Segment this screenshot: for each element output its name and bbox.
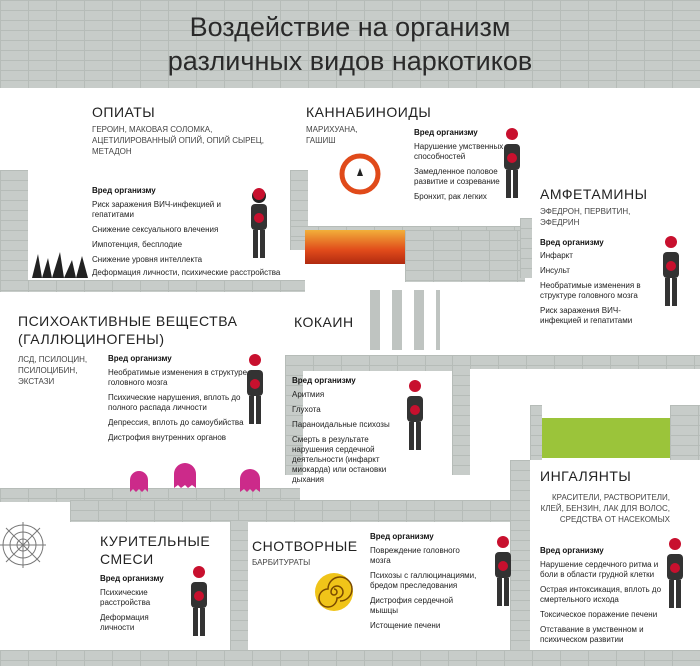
harm-item: Аритмия bbox=[292, 390, 325, 399]
spiderweb-icon bbox=[0, 522, 46, 568]
harm-item: Токсическое поражение печени bbox=[540, 610, 658, 619]
sleeping-subtitle: БАРБИТУРАТЫ bbox=[252, 558, 311, 567]
wall bbox=[70, 500, 530, 522]
wall bbox=[452, 355, 470, 475]
wall bbox=[530, 405, 542, 460]
person-icon bbox=[660, 538, 690, 610]
smoking-title-line-2: СМЕСИ bbox=[100, 551, 154, 567]
fire-ring-icon bbox=[336, 150, 384, 198]
cannabis-harms bbox=[414, 142, 504, 207]
smoking-title-line-1: КУРИТЕЛЬНЫЕ bbox=[100, 533, 211, 549]
harm-item: Истощение печени bbox=[370, 621, 441, 630]
wall bbox=[285, 355, 470, 371]
harm-item: Глухота bbox=[292, 405, 321, 414]
harm-item: Необратимые изменения в структуре головного мозга bbox=[540, 281, 641, 300]
person-icon bbox=[488, 536, 518, 608]
opiates-subtitle: ГЕРОИН, МАКОВАЯ СОЛОМКА, АЦЕТИЛИРОВАННЫЙ ОПИЙ, ОПИЙ СЫРЕЦ, МЕТАДОН bbox=[92, 125, 264, 156]
opiates-title: ОПИАТЫ bbox=[92, 104, 156, 120]
harm-item: Инфаркт bbox=[540, 251, 573, 260]
harm-item: Отставание в умственном и психическом развитии bbox=[540, 625, 644, 644]
wall bbox=[405, 230, 525, 282]
harm-item: Импотенция, бесплодие bbox=[92, 240, 183, 249]
hallucinogens-harm-heading: Вред организму bbox=[108, 354, 172, 363]
harm-item: Депрессия, вплоть до самоубийства bbox=[108, 418, 244, 427]
ghost-icon bbox=[238, 468, 262, 494]
wall bbox=[0, 650, 700, 666]
amphetamines-harm-heading: Вред организму bbox=[540, 238, 604, 247]
harm-item: Снижение уровня интеллекта bbox=[92, 255, 203, 264]
smoking-harms bbox=[100, 588, 180, 638]
opiates-harms bbox=[92, 200, 242, 270]
harm-item: Дистрофия сердечной мышцы bbox=[370, 596, 454, 615]
wall bbox=[0, 170, 28, 292]
harm-item: Деформация личности bbox=[100, 613, 149, 632]
harm-item: Повреждение головного мозга bbox=[370, 546, 460, 565]
title-line-1: Воздействие на организм bbox=[189, 12, 511, 42]
person-icon bbox=[497, 128, 527, 200]
harm-item: Риск заражения ВИЧ-инфекцией и гепатитами bbox=[92, 200, 221, 219]
harm-item: Риск заражения ВИЧ- инфекцией и гепатитами bbox=[540, 306, 633, 325]
cocaine-harms bbox=[292, 390, 402, 490]
cocaine-harm-heading: Вред организму bbox=[292, 376, 356, 385]
amphetamines-title: АМФЕТАМИНЫ bbox=[540, 186, 648, 202]
opiates-harm-heading: Вред организму bbox=[92, 186, 156, 195]
cannabis-harm-heading: Вред организму bbox=[414, 128, 478, 137]
amphetamines-harms bbox=[540, 251, 652, 331]
wall bbox=[0, 280, 305, 292]
hallucinogens-title-line-2: (ГАЛЛЮЦИНОГЕНЫ) bbox=[18, 331, 165, 347]
harm-item: Инсульт bbox=[540, 266, 570, 275]
acid-pool bbox=[540, 418, 670, 458]
sleeping-harms bbox=[370, 546, 482, 636]
harm-item: Нарушение сердечного ритма и боли в области грудной клетки bbox=[540, 560, 659, 579]
cocaine-title: КОКАИН bbox=[294, 314, 354, 330]
harm-item: Параноидальные психозы bbox=[292, 420, 390, 429]
amphetamines-subtitle: ЭФЕДРОН, ПЕРВИТИН, ЭФЕДРИН bbox=[540, 207, 631, 227]
inhalants-harm-heading: Вред организму bbox=[540, 546, 604, 555]
harm-item: Бронхит, рак легких bbox=[414, 192, 487, 201]
opiates-harm-last: Деформация личности, психические расстройства bbox=[92, 268, 281, 277]
spikes-icon bbox=[30, 250, 90, 278]
ghost-icon bbox=[128, 470, 150, 494]
smoking-harm-heading: Вред организму bbox=[100, 574, 164, 583]
person-icon bbox=[656, 236, 686, 308]
hallucinogens-harms bbox=[108, 368, 254, 448]
wall bbox=[520, 218, 532, 278]
person-icon bbox=[244, 188, 274, 260]
wall bbox=[230, 520, 248, 660]
hallucinogens-title bbox=[18, 312, 237, 348]
harm-item: Смерть в результате нарушения сердечной деятельности (инфаркт миокарда) или остановки дыхания bbox=[292, 435, 387, 484]
cannabis-subtitle: МАРИХУАНА, ГАШИШ bbox=[306, 125, 358, 145]
hypnotic-spiral-icon bbox=[314, 572, 354, 612]
harm-item: Необратимые изменения в структуре головного мозга bbox=[108, 368, 248, 387]
fire-pit bbox=[305, 230, 405, 264]
inhalants-harms bbox=[540, 560, 672, 650]
smoking-title bbox=[100, 532, 210, 568]
inhalants-subtitle: КРАСИТЕЛИ, РАСТВОРИТЕЛИ, КЛЕЙ, БЕНЗИН, ЛАК ДЛЯ ВОЛОС, СРЕДСТВА ОТ НАСЕКОМЫХ bbox=[540, 493, 670, 524]
harm-item: Психические нарушения, вплоть до полного распада личности bbox=[108, 393, 241, 412]
harm-item: Снижение сексуального влечения bbox=[92, 225, 219, 234]
harm-item: Дистрофия внутренних органов bbox=[108, 433, 227, 442]
title-line-2: различных видов наркотиков bbox=[167, 46, 533, 76]
wall bbox=[470, 355, 700, 369]
wall bbox=[670, 405, 700, 460]
page-title bbox=[0, 10, 700, 78]
inhalants-title: ИНГАЛЯНТЫ bbox=[540, 468, 632, 484]
harm-item: Психозы с галлюцинациями, бредом преследования bbox=[370, 571, 477, 590]
person-icon bbox=[184, 566, 214, 638]
person-icon bbox=[240, 354, 270, 426]
ghost-icon bbox=[172, 462, 198, 490]
sleeping-title: СНОТВОРНЫЕ bbox=[252, 538, 358, 554]
person-icon bbox=[400, 380, 430, 452]
sleeping-harm-heading: Вред организму bbox=[370, 532, 434, 541]
harm-item: Нарушение умственных способностей bbox=[414, 142, 504, 161]
cannabis-title: КАННАБИНОИДЫ bbox=[306, 104, 432, 120]
hallucinogens-subtitle: ЛСД, ПСИЛОЦИН, ПСИЛОЦИБИН, ЭКСТАЗИ bbox=[18, 355, 88, 386]
harm-item: Замедленное половое развитие и созревание bbox=[414, 167, 500, 186]
harm-item: Психические расстройства bbox=[100, 588, 151, 607]
harm-item: Острая интоксикация, вплоть до смертельного исхода bbox=[540, 585, 662, 604]
hallucinogens-title-line-1: ПСИХОАКТИВНЫЕ ВЕЩЕСТВА bbox=[18, 313, 238, 329]
